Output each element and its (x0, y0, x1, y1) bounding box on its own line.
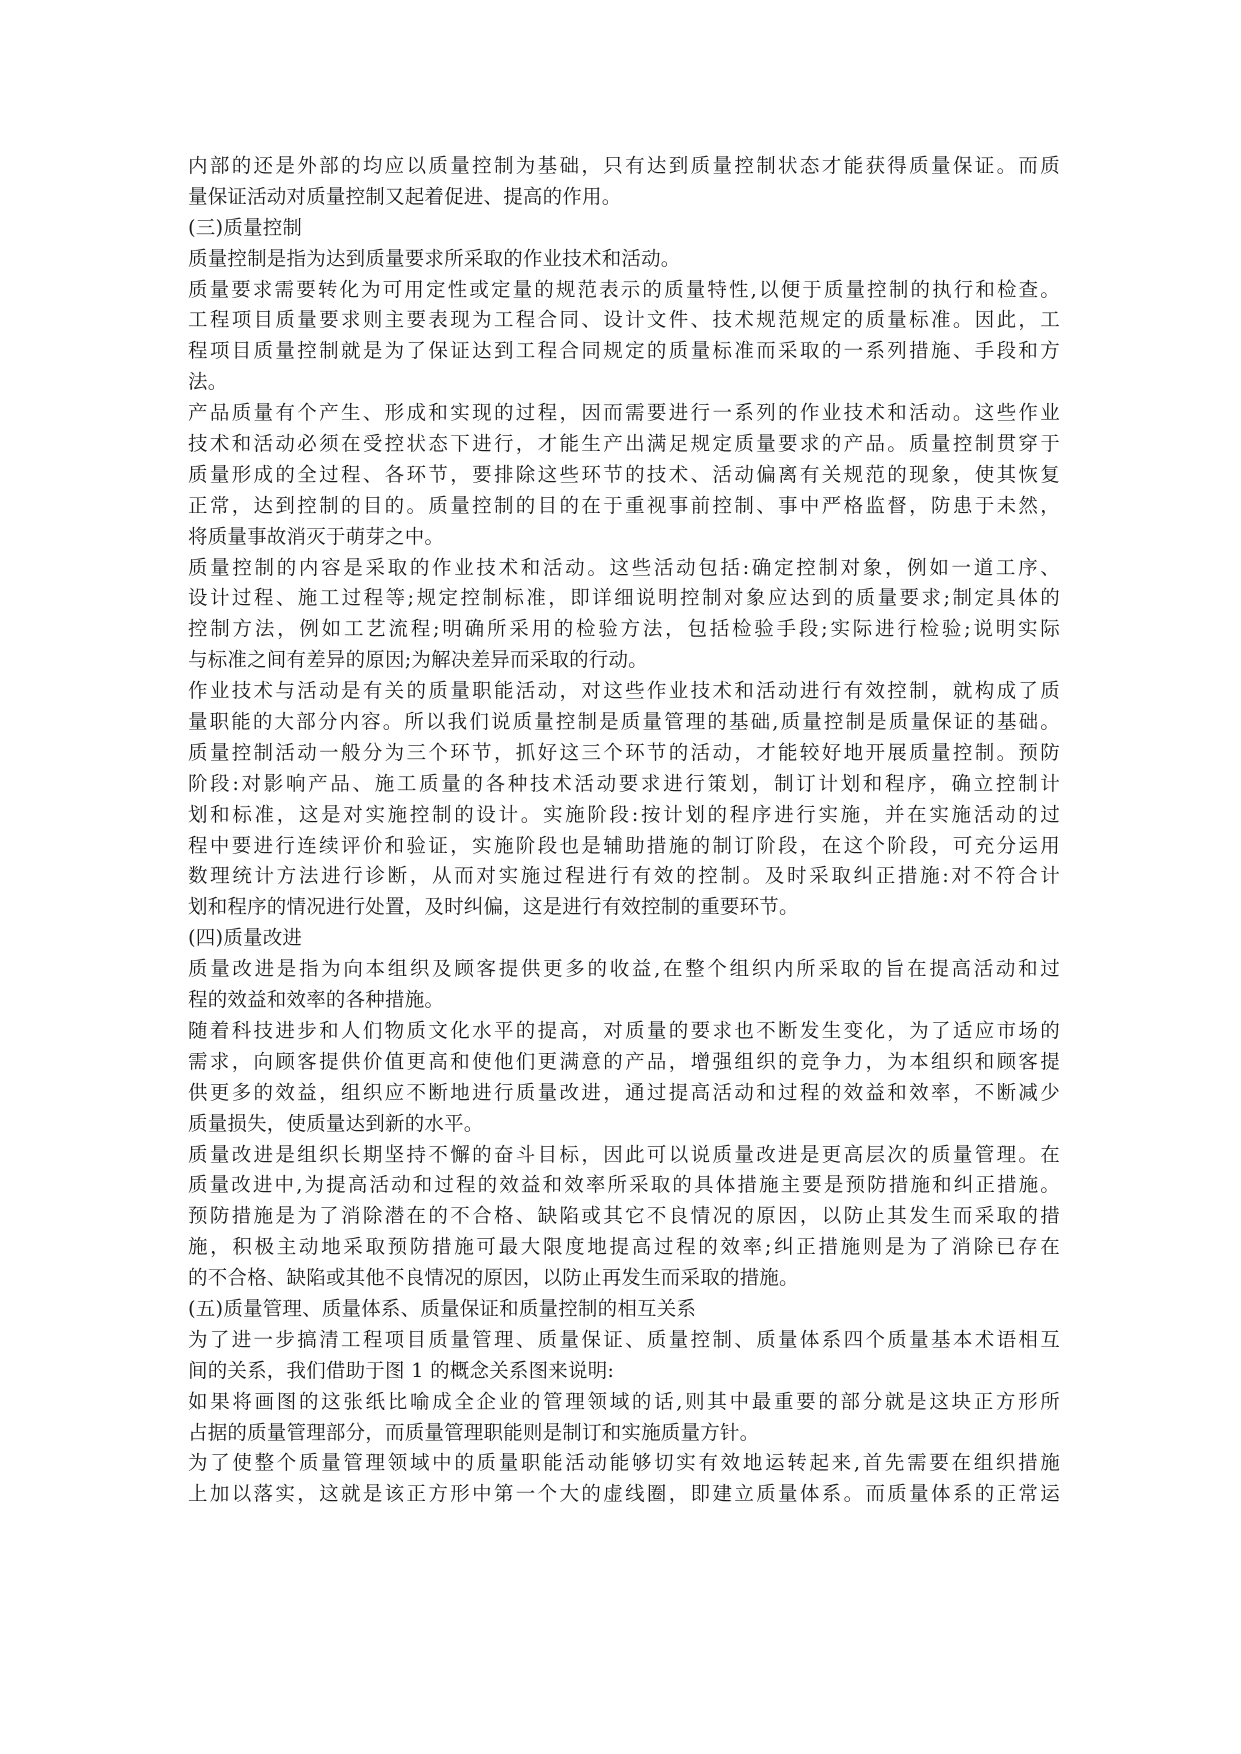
text-line: 的不合格、缺陷或其他不良情况的原因，以防止再发生而采取的措施。 (188, 1266, 799, 1290)
text-line: 需求，向顾客提供价值更高和使他们更满意的产品，增强组织的竞争力，为本组织和顾客提 (188, 1049, 1060, 1073)
text-line: 供更多的效益，组织应不断地进行质量改进，通过提高活动和过程的效益和效率，不断减少 (188, 1080, 1060, 1104)
text-line: 质量要求需要转化为可用定性或定量的规范表示的质量特性,以便于质量控制的执行和检查。 (188, 277, 1060, 301)
text-line: 质量损失，使质量达到新的水平。 (188, 1111, 484, 1135)
text-line: 质量改进中,为提高活动和过程的效益和效率所采取的具体措施主要是预防措施和纠正措施。 (188, 1173, 1060, 1197)
text-line: 施，积极主动地采取预防措施可最大限度地提高过程的效率;纠正措施则是为了消除已存在 (188, 1235, 1060, 1259)
text-line: 质量控制是指为达到质量要求所采取的作业技术和活动。 (188, 246, 681, 270)
text-line: 质量控制活动一般分为三个环节，抓好这三个环节的活动，才能较好地开展质量控制。预防 (188, 740, 1060, 764)
text-line: 占据的质量管理部分，而质量管理职能则是制订和实施质量方针。 (188, 1420, 760, 1444)
text-line: 法。 (188, 370, 228, 394)
text-line: 划和标准，这是对实施控制的设计。实施阶段:按计划的程序进行实施，并在实施活动的过 (188, 802, 1060, 826)
text-line: 随着科技进步和人们物质文化水平的提高，对质量的要求也不断发生变化，为了适应市场的 (188, 1018, 1060, 1042)
section-heading: (三)质量控制 (188, 215, 303, 239)
document-body (188, 151, 1060, 1510)
text-line: 为了使整个质量管理领域中的质量职能活动能够切实有效地运转起来,首先需要在组织措施 (188, 1451, 1060, 1475)
text-line: 作业技术与活动是有关的质量职能活动，对这些作业技术和活动进行有效控制，就构成了质 (188, 679, 1060, 703)
text-line: 质量形成的全过程、各环节，要排除这些环节的技术、活动偏离有关规范的现象，使其恢复 (188, 462, 1060, 486)
text-line: 质量控制的内容是采取的作业技术和活动。这些活动包括:确定控制对象，例如一道工序、 (188, 555, 1060, 579)
section-heading: (四)质量改进 (188, 926, 303, 950)
text-line: 为了进一步搞清工程项目质量管理、质量保证、质量控制、质量体系四个质量基本术语相互 (188, 1327, 1060, 1351)
text-line: 设计过程、施工过程等;规定控制标准，即详细说明控制对象应达到的质量要求;制定具体的 (188, 586, 1060, 610)
text-line: 如果将画图的这张纸比喻成全企业的管理领域的话,则其中最重要的部分就是这块正方形所 (188, 1389, 1060, 1413)
text-line: 工程项目质量要求则主要表现为工程合同、设计文件、技术规范规定的质量标准。因此，工 (188, 308, 1060, 332)
text-line: 间的关系，我们借助于图 1 的概念关系图来说明: (188, 1358, 615, 1382)
text-line: 将质量事故消灭于萌芽之中。 (188, 524, 445, 548)
text-line: 预防措施是为了消除潜在的不合格、缺陷或其它不良情况的原因，以防止其发生而采取的措 (188, 1204, 1060, 1228)
text-line: 技术和活动必须在受控状态下进行，才能生产出满足规定质量要求的产品。质量控制贯穿于 (188, 432, 1060, 456)
text-line: 程的效益和效率的各种措施。 (188, 988, 445, 1012)
text-line: 程项目质量控制就是为了保证达到工程合同规定的质量标准而采取的一系列措施、手段和方 (188, 339, 1060, 363)
text-line: 上加以落实，这就是该正方形中第一个大的虚线圈，即建立质量体系。而质量体系的正常运 (188, 1482, 1060, 1506)
text-line: 数理统计方法进行诊断，从而对实施过程进行有效的控制。及时采取纠正措施:对不符合计 (188, 864, 1060, 888)
text-line: 产品质量有个产生、形成和实现的过程，因而需要进行一系列的作业技术和活动。这些作业 (188, 401, 1060, 425)
section-heading: (五)质量管理、质量体系、质量保证和质量控制的相互关系 (188, 1296, 697, 1320)
text-line: 内部的还是外部的均应以质量控制为基础，只有达到质量控制状态才能获得质量保证。而质 (188, 154, 1060, 177)
text-line: 量职能的大部分内容。所以我们说质量控制是质量管理的基础,质量控制是质量保证的基础。 (188, 710, 1060, 734)
text-line: 正常，达到控制的目的。质量控制的目的在于重视事前控制、事中严格监督，防患于未然， (188, 493, 1060, 517)
text-line: 阶段:对影响产品、施工质量的各种技术活动要求进行策划，制订计划和程序，确立控制计 (188, 771, 1060, 795)
text-line: 划和程序的情况进行处置，及时纠偏，这是进行有效控制的重要环节。 (188, 895, 799, 919)
text-line: 量保证活动对质量控制又起着促进、提高的作用。 (188, 184, 622, 208)
text-line: 质量改进是指为向本组织及顾客提供更多的收益,在整个组织内所采取的旨在提高活动和过 (188, 957, 1060, 981)
text-line: 控制方法，例如工艺流程;明确所采用的检验方法，包括检验手段;实际进行检验;说明实际 (188, 617, 1060, 641)
text-line: 程中要进行连续评价和验证，实施阶段也是辅助措施的制订阶段，在这个阶段，可充分运用 (188, 833, 1060, 857)
text-line: 质量改进是组织长期坚持不懈的奋斗目标，因此可以说质量改进是更高层次的质量管理。在 (188, 1142, 1060, 1166)
text-line: 与标准之间有差异的原因;为解决差异而采取的行动。 (188, 648, 648, 672)
